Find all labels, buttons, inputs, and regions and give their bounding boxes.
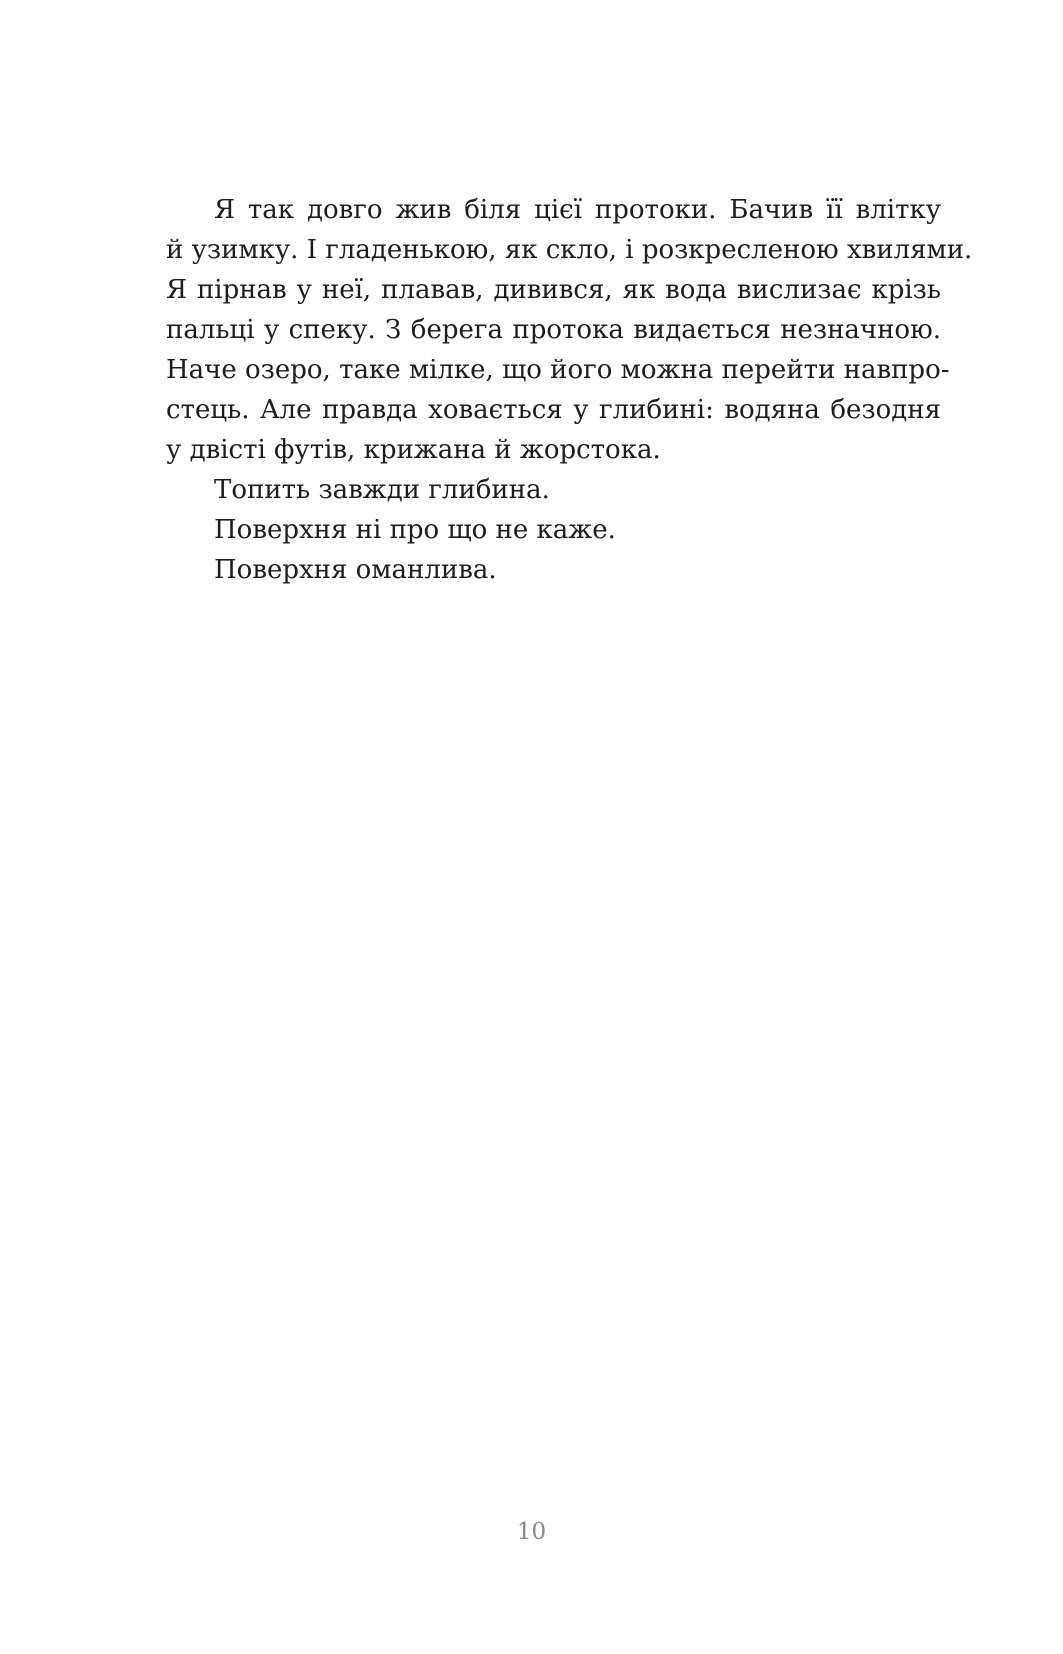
paragraph-1-line-7: у двісті футів, крижана й жорстока. <box>166 435 661 465</box>
paragraph-1-line-5: Наче озеро, таке мілке, що його можна перейти навпро- <box>166 355 950 385</box>
paragraph-1-line-3: Я пірнав у неї, плавав, дивився, як вода вислизає крізь <box>166 275 941 305</box>
paragraph-3-line-1: Поверхня ні про що не каже. <box>214 515 616 545</box>
paragraph-4-line-1: Поверхня оманлива. <box>214 555 497 585</box>
paragraph-1-line-6: стець. Але правда ховається у глибині: водяна безодня <box>166 395 941 425</box>
paragraph-1-line-2: й узимку. І гладенькою, як скло, і розкресленою хвилями. <box>166 235 973 265</box>
page-number: 10 <box>516 1519 547 1545</box>
body-text <box>166 190 973 590</box>
paragraph-1-line-1: Я так довго жив біля цієї протоки. Бачив її влітку <box>214 195 941 225</box>
paragraph-1-line-4: пальці у спеку. З берега протока видається незначною. <box>166 315 941 345</box>
paragraph-2-line-1: Топить завжди глибина. <box>214 475 550 505</box>
